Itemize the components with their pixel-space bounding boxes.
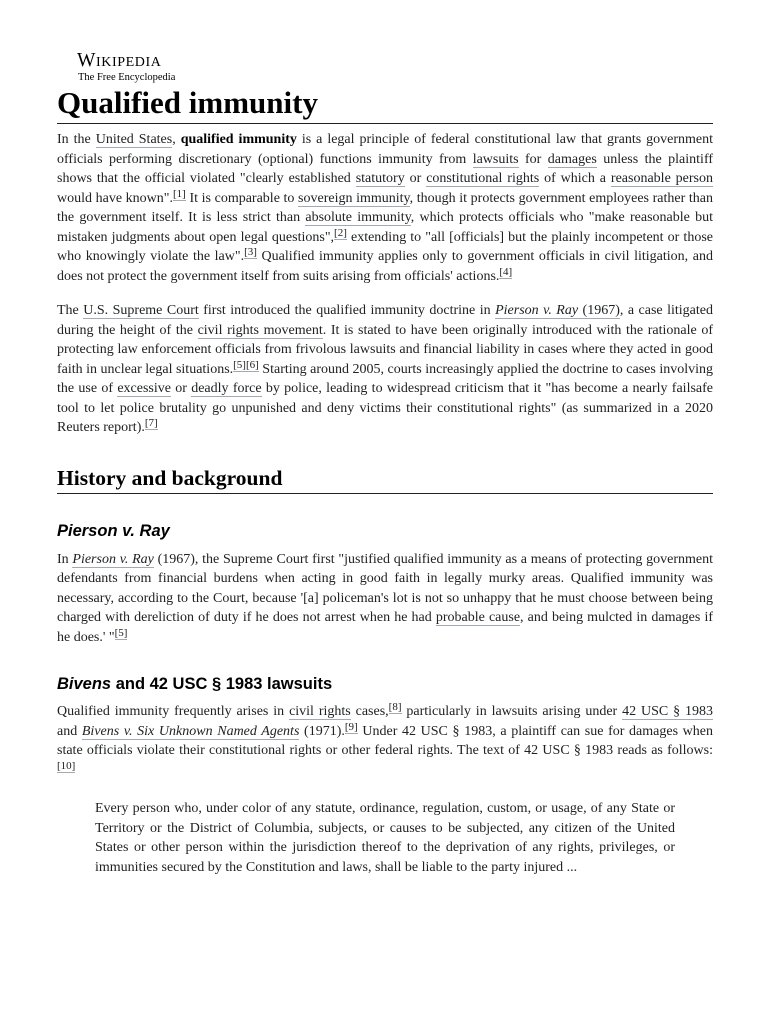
citation-5[interactable]: [5] [233, 358, 246, 371]
logo-wordmark: Wikipedia [77, 50, 162, 71]
link-absolute-immunity[interactable]: absolute immunity [305, 210, 411, 225]
link-constitutional-rights[interactable]: constitutional rights [426, 171, 540, 186]
citation-2[interactable]: [2] [334, 226, 347, 239]
link-pierson-v-ray-2[interactable]: Pierson v. Ray [72, 551, 154, 567]
article-content [57, 84, 713, 877]
usc-1983-quote: Every person who, under color of any statute, ordinance, regulation, custom, or usage, of any State or Territory or the District of Columbia, subjects, or causes to be subjected, any citizen of the United States or other person within the jurisdiction thereof to the deprivation of any rights, privileges, or immunities secured by the Constitution and laws, shall be liable to the party injured ... [95, 801, 675, 875]
intro-paragraph-2: The U.S. Supreme Court first introduced the qualified immunity doctrine in Pierson v. Ray (1967), a case litigated during the height of the civil rights movement. It is stated to have been originally introduced with the rationale of protecting law enforcement officials from frivolous lawsuits and financial liability in cases where they acted in good faith in unclear legal situations.[5][6] Starting around 2005, courts increasingly applied the doctrine to cases involving the use of excessive or deadly force by police, leading to widespread criticism that it "has become a nearly failsafe tool to let police brutality go unpunished and deny victims their constitutional rights" (as summarized in a 2020 Reuters report).[7] [57, 303, 713, 435]
link-sovereign-immunity[interactable]: sovereign immunity [298, 190, 410, 206]
citation-8[interactable]: [8] [388, 701, 402, 713]
term-qualified-immunity: qualified immunity [180, 132, 297, 147]
subsection-heading-bivens: Bivens and 42 USC § 1983 lawsuits [57, 675, 333, 693]
link-statutory[interactable]: statutory [355, 171, 405, 186]
page-title: Qualified immunity [57, 84, 713, 124]
link-pierson-v-ray[interactable]: Pierson v. Ray (1967) [495, 303, 620, 318]
pierson-paragraph: In Pierson v. Ray (1967), the Supreme Court first "justified qualified immunity as a means of protecting government defendants from financial burdens when acting in good faith in legally murky areas. Qualified immunity was necessary, according to the Court, because '[a] policeman's lot is not so unhappy that he must choose between being charged with dereliction of duty if he does not arrest when he had probable cause, and being mulcted in damages if he does.' "[5] [57, 551, 714, 645]
section-heading-history: History and background [57, 464, 713, 494]
citation-3[interactable]: [3] [244, 246, 257, 258]
citation-7[interactable]: [7] [144, 417, 158, 429]
link-united-states[interactable]: United States [95, 132, 173, 147]
link-excessive[interactable]: excessive [117, 381, 171, 396]
link-civil-rights[interactable]: civil rights [289, 704, 351, 719]
citation-9[interactable]: [9] [344, 720, 358, 733]
link-damages[interactable]: damages [547, 151, 597, 167]
bivens-paragraph: Qualified immunity frequently arises in civil rights cases,[8] particularly in lawsuits arising under 42 USC § 1983 and Bivens v. Six Unknown Named Agents (1971).[9] Under 42 USC § 1983, a plaintiff can sue for damages when state officials violate their constitutional rights or other federal rights. The text of 42 USC § 1983 reads as follows:[10] [57, 701, 714, 772]
link-lawsuits[interactable]: lawsuits [472, 151, 519, 167]
intro-paragraph-1: In the United States, qualified immunity is a legal principle of federal constitutional law that grants government officials performing discretionary (optional) functions immunity from lawsuits for damages unless the plaintiff shows that the official violated "clearly established statutory or constitutional rights of which a reasonable person would have known".[1] It is comparable to sovereign immunity, though it protects government employees rather than the government itself. It is less strict than absolute immunity, which protects officials who "make reasonable but mistaken judgments about open legal questions",[2] extending to "all [officials] but the plainly incompetent or those who knowingly violate the law".[3] Qualified immunity applies only to government officials in civil litigation, and does not protect the government itself from suits arising from officials' actions.[4] [57, 132, 714, 284]
link-42-usc-1983[interactable]: 42 USC § 1983 [622, 704, 714, 719]
citation-1[interactable]: [1] [173, 187, 186, 200]
citation-6[interactable]: [6] [245, 358, 259, 371]
link-deadly-force[interactable]: deadly force [191, 381, 262, 396]
link-reasonable-person[interactable]: reasonable person [610, 171, 714, 186]
link-civil-rights-movement[interactable]: civil rights movement [197, 322, 323, 338]
citation-10[interactable]: [10] [57, 759, 76, 772]
wikipedia-logo[interactable] [77, 50, 207, 83]
citation-4[interactable]: [4] [499, 265, 513, 278]
link-probable-cause[interactable]: probable cause [435, 610, 521, 625]
citation-5b[interactable]: [5] [114, 626, 128, 639]
logo-tagline: The Free Encyclopedia [78, 72, 176, 83]
link-us-supreme-court[interactable]: U.S. Supreme Court [83, 303, 199, 318]
subsection-heading-pierson: Pierson v. Ray [57, 521, 170, 540]
link-bivens[interactable]: Bivens v. Six Unknown Named Agents [81, 723, 300, 739]
